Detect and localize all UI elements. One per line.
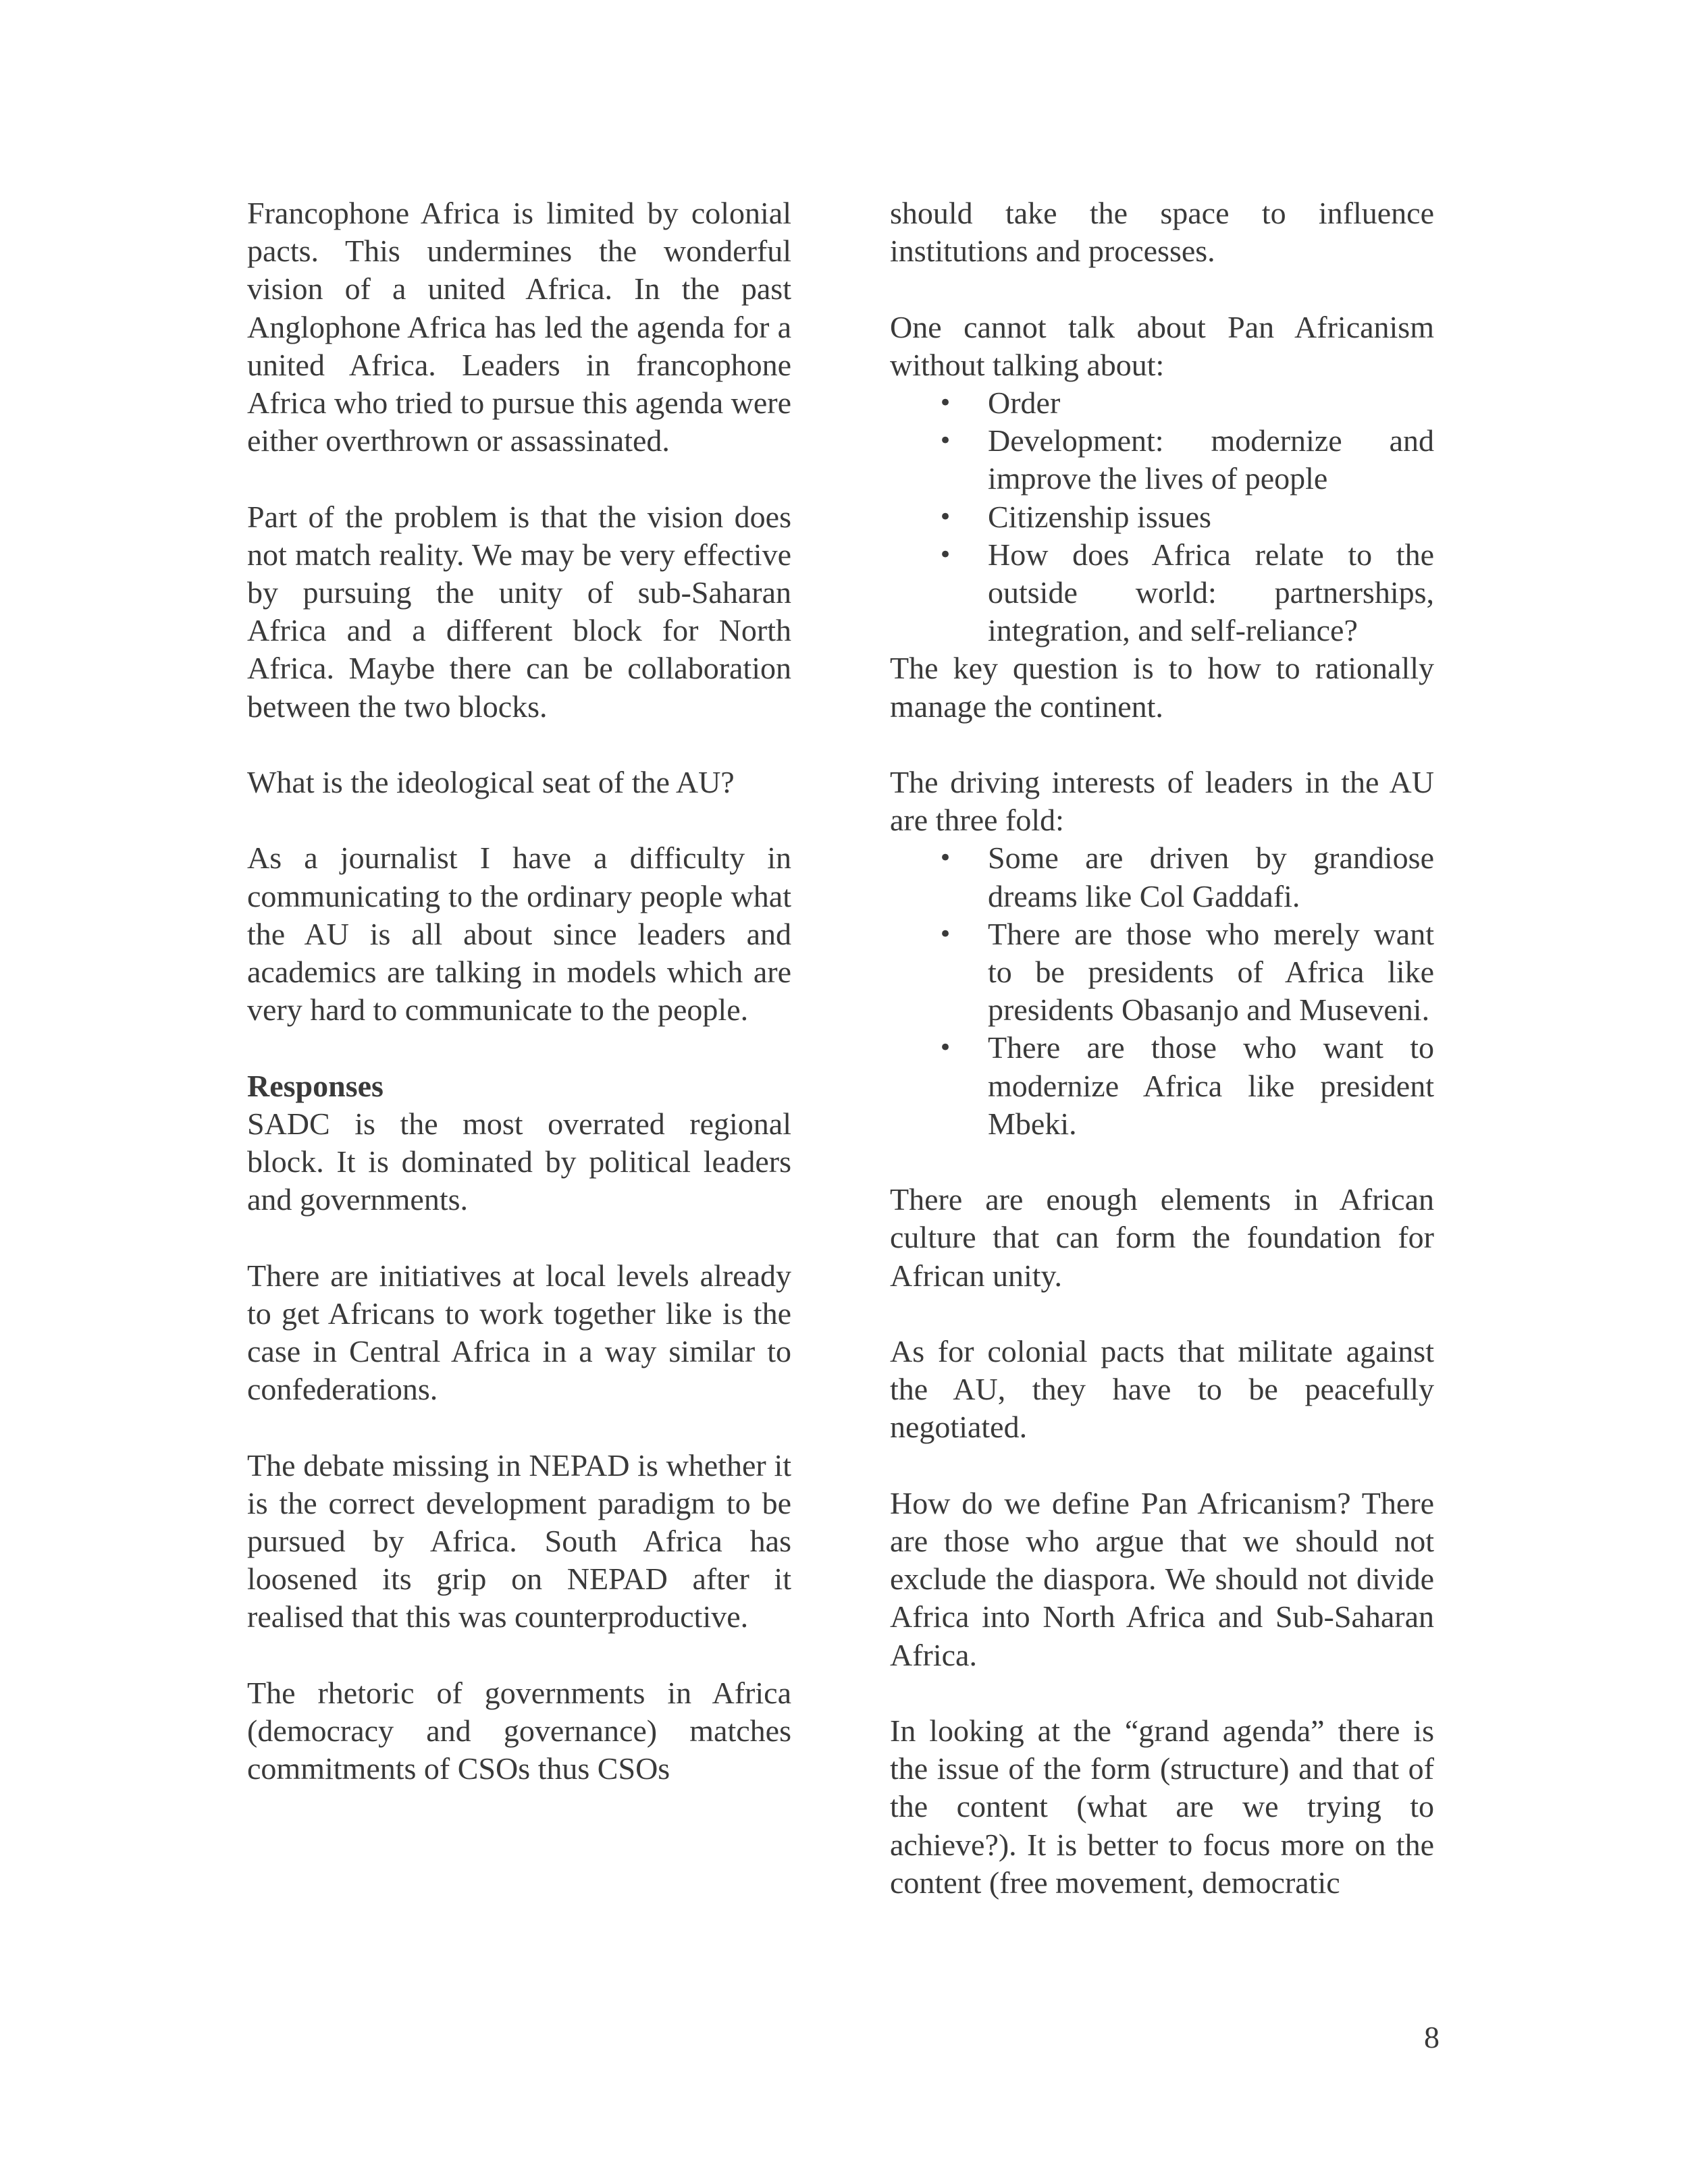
bullet-icon: • [939,541,953,568]
paragraph-colonial-pacts: As for colonial pacts that militate against the AU, they have to be peacefully negotiated. [890,1334,1434,1445]
paragraph-driving-interests: The driving interests of leaders in the AU are three fold: [890,765,1434,838]
paragraph-african-culture: There are enough elements in African culture that can form the foundation for African unity. [890,1182,1434,1293]
left-column [247,194,791,1788]
paragraph-ideological-seat: What is the ideological seat of the AU? [247,765,735,800]
right-column [890,194,1434,1902]
paragraph-key-question: The key question is to how to rationally manage the continent. [890,651,1434,724]
paragraph-local-initiatives: There are initiatives at local levels already to get Africans to work together like is the case in Central Africa in a way similar to confederations. [247,1258,791,1407]
bullet-icon: • [939,1034,953,1062]
paragraph-francophone: Francophone Africa is limited by colonial pacts. This undermines the wonderful vision of a united Africa. In the past Anglophone Africa has led the agenda for a united Africa. Leaders in francophone Africa who tried to pursue this agenda were either overthrown or assassinated. [247,196,791,458]
list-item-text: There are those who merely want to be presidents of Africa like presidents Obasanjo and Museveni. [988,916,1434,1028]
list-item [890,422,1434,498]
paragraph-nepad-debate: The debate missing in NEPAD is whether it is the correct development paradigm to be pursued by Africa. South Africa has loosened its grip on NEPAD after it realised that this was counterproductive. [247,1447,791,1634]
paragraph-define-pan-africanism: How do we define Pan Africanism? There are those who argue that we should not exclude the diaspora. We should not divide Africa into North Africa and Sub-Saharan Africa. [890,1485,1434,1672]
page-number: 8 [1424,2020,1440,2054]
list-item [890,384,1434,422]
leader-interests-list [890,839,1434,1143]
list-item-text: Citizenship issues [988,499,1211,534]
list-item-text: Some are driven by grandiose dreams like Col Gaddafi. [988,841,1434,913]
list-item [890,915,1434,1030]
paragraph-vision-reality: Part of the problem is that the vision does not match reality. We may be very effective by pursuing the unity of sub-Saharan Africa and a different block for North Africa. Maybe there can be collaboration between the two blocks. [247,499,791,724]
paragraph-sadc: SADC is the most overrated regional block. It is dominated by political leaders and governments. [247,1106,791,1217]
pan-africanism-topics-list [890,384,1434,649]
bullet-icon: • [939,427,953,455]
list-item-text: There are those who want to modernize Africa like president Mbeki. [988,1030,1434,1141]
list-item [890,1029,1434,1143]
list-item [890,839,1434,915]
list-item-text: Order [988,385,1061,420]
paragraph-journalist: As a journalist I have a difficulty in communicating to the ordinary people what the AU is all about since leaders and academics are talking in models which are very hard to communicate to the people. [247,841,791,1028]
list-item [890,498,1434,536]
responses-heading: Responses [247,1068,384,1103]
bullet-icon: • [939,920,953,948]
paragraph-take-space: should take the space to influence institutions and processes. [890,196,1434,269]
paragraph-grand-agenda: In looking at the “grand agenda” there is the issue of the form (structure) and that of the content (what are we trying to achieve?). It is better to focus more on the content (free movement, democratic [890,1713,1434,1900]
list-item [890,536,1434,650]
list-item-text: Development: modernize and improve the lives of people [988,423,1434,496]
bullet-icon: • [939,503,953,531]
paragraph-pan-africanism-intro: One cannot talk about Pan Africanism without talking about: [890,309,1434,382]
bullet-icon: • [939,845,953,872]
list-item-text: How does Africa relate to the outside world: partnerships, integration, and self-reliance? [988,537,1434,648]
bullet-icon: • [939,390,953,417]
paragraph-rhetoric: The rhetoric of governments in Africa (democracy and governance) matches commitments of CSOs thus CSOs [247,1675,791,1786]
